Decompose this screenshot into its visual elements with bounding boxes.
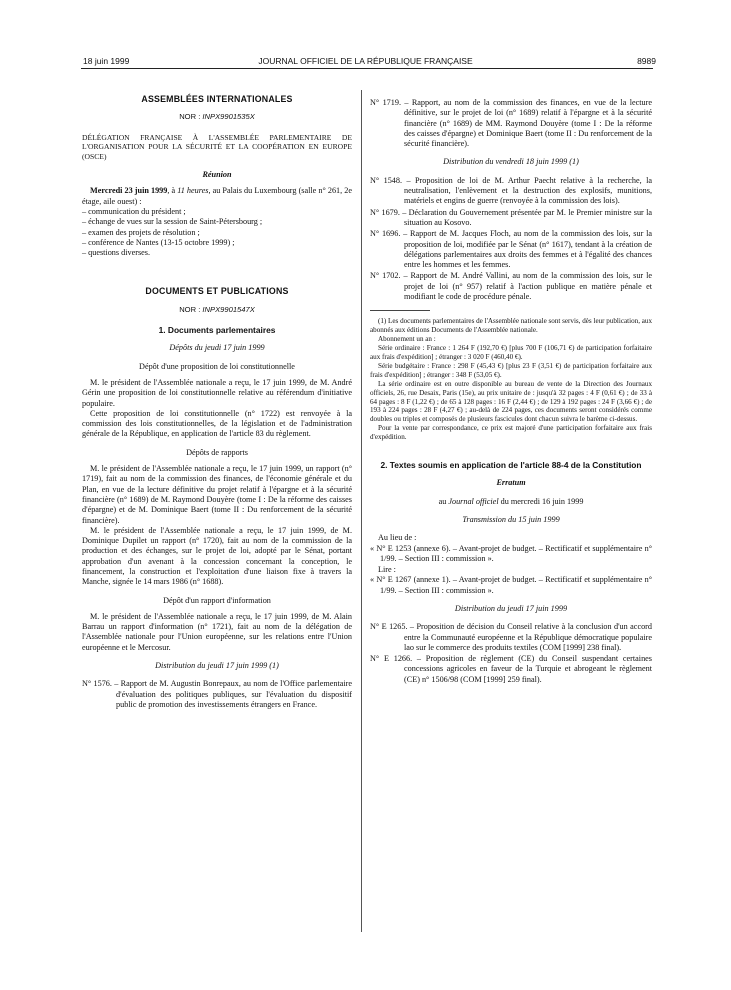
header-page-number: 8989 [637, 56, 656, 66]
nor-label: NOR : [179, 304, 203, 314]
paragraph: M. le président de l'Assemblée nationale a reçu, le 17 juin 1999, de M. Alain Barrau un rapport d'information (n° 1721), fait au nom de la délégation de l'Assemblée nationale pour l'Union européenne, sur les relations entre l'Union européenne et le Mercosur. [82, 611, 352, 652]
document-item: N° 1679. – Déclaration du Gouvernement présentée par M. le Premier ministre sur la situation au Kosovo. [370, 207, 652, 227]
right-column [370, 98, 652, 686]
agenda-item: – communication du président ; [82, 206, 186, 216]
left-column [82, 88, 352, 711]
header-journal-title: JOURNAL OFFICIEL DE LA RÉPUBLIQUE FRANÇAISE [258, 56, 473, 66]
reunion-heading: Réunion [202, 170, 232, 180]
agenda-list [82, 207, 352, 258]
documents-parlementaires-heading: 1. Documents parlementaires [158, 325, 276, 336]
paragraph: M. le président de l'Assemblée nationale a reçu, le 17 juin 1999, de M. André Gérin une proposition de loi constitutionnelle relative au référendum d'initiative populaire. [82, 377, 352, 408]
footnote-text: (1) Les documents parlementaires de l'Assemblée nationale sont servis, dès leur publication, aux abonnés aux éditions Documents de l'Assemblée nationale. [370, 317, 652, 335]
column-divider [361, 90, 362, 932]
document-item: N° E 1265. – Proposition de décision du Conseil relative à la conclusion d'un accord entre la Communauté européenne et la République démocratique populaire lao sur le commerce des produits textiles (COM [1999] 238 final). [370, 622, 652, 652]
document-item: N° 1576. – Rapport de M. Augustin Bonrepaux, au nom de l'Office parlementaire d'évaluation des politiques publiques, sur l'évaluation du dispositif public de promotion des investissements étrangers en France. [82, 679, 352, 709]
footnote-text: Série ordinaire : France : 1 264 F (192,70 €) [plus 700 F (106,71 €) de participation forfaitaire aux frais d'expédition] ; étranger : 3 020 F (460,40 €). [370, 344, 652, 361]
footnote-text: Pour la vente par correspondance, ce prix est majoré d'une participation forfaitaire aux frais d'expédition. [370, 424, 652, 442]
depots-date: Dépôts du jeudi 17 juin 1999 [169, 343, 265, 353]
reunion-time: 11 heures [177, 186, 209, 196]
agenda-item: – examen des projets de résolution ; [82, 227, 200, 237]
nor-code: INPX9901535X [202, 112, 255, 122]
nor-label: NOR : [179, 112, 203, 122]
section-title-assemblees: ASSEMBLÉES INTERNATIONALES [141, 94, 293, 104]
paragraph: M. le président de l'Assemblée nationale a reçu, le 17 juin 1999, un rapport (n° 1719), fait au nom de la commission des finances, de l'économie générale et du Plan, en vue de la lecture définitive du projet relatif à l'épargne et à la sécurité financière (n° 1689) de M. Raymond Douyère (tome I : De la réforme des caisses d'épargne) et de M. Dominique Baert (tome II : Du renforcement de la sécurité financière). [82, 464, 352, 525]
au-lieu-label: Au lieu de : [378, 533, 417, 543]
footnote-text: La série ordinaire est en outre disponible au bureau de vente de la Direction des Journaux officiels, 26, rue Desaix, Paris (15e), au prix unitaire de : jusqu'à 32 pages : 4 F (0,61 €) ; de 33 à 64 pages : 8 F (1,22 €) ; de 65 à 128 pages : 16 F (2,44 €) ; de 129 à 192 pages : 24 F (3,66 €) ; de 193 à 224 pages : 28 F (4,27 €) ; au-delà de 224 pages, ces documents seront considérés comme doubles ou triples et composés de plusieurs fascicules dont chacun suivra le barème ci-dessus. [370, 379, 652, 424]
lire-label: Lire : [378, 565, 396, 575]
depots-rapports-heading: Dépôts de rapports [186, 447, 248, 457]
document-item: N° 1719. – Rapport, au nom de la commission des finances, en vue de la lecture définitive, sur le projet de loi (n° 1689) relatif à l'épargne et à la sécurité financière (n° 1689) de MM. Raymond Douyère (tome I : De la réforme des caisses d'épargne) et Dominique Baert (tome II : Du renforcement de la sécurité financière). [370, 98, 652, 149]
reunion-location: , au Palais du Luxembourg (salle n° 261, 2e étage, aile ouest) : [82, 186, 352, 206]
document-item: N° 1696. – Rapport de M. Jacques Floch, au nom de la commission des lois, sur la proposition de loi, modifiée par le Sénat (n° 1617), tendant à la création de délégations parlementaires aux droits des femmes et à l'égalité des chances entre les hommes et les femmes. [370, 229, 652, 270]
header-rule [81, 68, 653, 69]
reunion-mid: , à [167, 186, 178, 196]
reunion-date: Mercredi 23 juin 1999 [90, 186, 168, 196]
agenda-item: – conférence de Nantes (13-15 octobre 1999) ; [82, 237, 235, 247]
paragraph: Cette proposition de loi constitutionnelle (n° 1722) est renvoyée à la commission des lois constitutionnelles, de la législation et de l'administration générale de la République, en application de l'article 83 du règlement. [82, 408, 352, 439]
erratum-reference [370, 497, 652, 507]
erratum-item: « N° E 1267 (annexe 1). – Avant-projet de budget. – Rectificatif et supplémentaire n° 1/99. – Section III : commission ». [370, 575, 652, 595]
footnote-text: Abonnement un an : [378, 335, 436, 344]
footnote-separator [370, 310, 430, 311]
distribution-heading: Distribution du vendredi 18 juin 1999 (1) [443, 157, 579, 167]
textes-soumis-heading: 2. Textes soumis en application de l'article 88-4 de la Constitution [380, 460, 642, 471]
nor-code: INPX9901547X [202, 304, 255, 314]
erratum-pre: au [438, 496, 449, 506]
paragraph: M. le président de l'Assemblée nationale a reçu, le 17 juin 1999, de M. Dominique Dupilet un rapport (n° 1720), fait au nom de la commission de la production et des échanges, sur le projet de loi, adopté par le Sénat, portant approbation d'un avenant à la concession concernant la conception, le financement, la construction et l'exploitation d'une liaison fixe à travers la Manche, signée le 14 mars 1986 (n° 1688). [82, 525, 352, 587]
footnote-text: Série budgétaire : France : 298 F (45,43 €) [plus 23 F (3,51 €) de participation forfaitaire aux frais d'expédition] ; étranger : 348 F (53,05 €). [370, 361, 652, 379]
erratum-heading: Erratum [496, 478, 526, 488]
distribution-heading: Distribution du jeudi 17 juin 1999 [454, 604, 568, 613]
document-item: N° 1548. – Proposition de loi de M. Arthur Paecht relative à la recherche, la neutralisation, l'enlèvement et la destruction des explosifs, munitions, matériels et engins de guerre (renvoyée à la commission des lois). [370, 175, 652, 206]
nor-reference [82, 112, 352, 122]
distribution-heading: Distribution du jeudi 17 juin 1999 (1) [155, 661, 279, 671]
agenda-item: – échange de vues sur la session de Saint-Pétersbourg ; [82, 217, 263, 227]
reunion-paragraph [82, 186, 352, 207]
agenda-item: – questions diverses. [82, 248, 150, 258]
erratum-journal: Journal officiel [448, 496, 499, 506]
delegation-heading: DÉLÉGATION FRANÇAISE À L'ASSEMBLÉE PARLEMENTAIRE DE L'ORGANISATION POUR LA SÉCURITÉ ET LA COOPÉRATION EN EUROPE (OSCE) [82, 132, 352, 161]
document-item: N° E 1266. – Proposition de règlement (CE) du Conseil suspendant certaines concessions agricoles en faveur de la Turquie et abrogeant le règlement (CE) n° 1506/98 (COM [1999] 259 final). [370, 654, 652, 684]
transmission-heading: Transmission du 15 juin 1999 [462, 514, 560, 524]
document-item: N° 1702. – Rapport de M. André Vallini, au nom de la commission des lois, sur le projet de loi (n° 957) relatif à l'action publique en matière pénale et modifiant le code de procédure pénale. [370, 271, 652, 302]
footnote-block [370, 317, 652, 442]
header-date: 18 juin 1999 [83, 56, 130, 66]
nor-reference-2 [82, 305, 352, 315]
section-title-documents: DOCUMENTS ET PUBLICATIONS [145, 286, 289, 297]
rapport-information-heading: Dépôt d'un rapport d'information [163, 595, 271, 605]
erratum-item: « N° E 1253 (annexe 6). – Avant-projet de budget. – Rectificatif et supplémentaire n° 1/99. – Section III : commission ». [370, 543, 652, 563]
depot-proposition-heading: Dépôt d'une proposition de loi constitutionnelle [139, 361, 295, 371]
erratum-post: du mercredi 16 juin 1999 [498, 496, 584, 506]
